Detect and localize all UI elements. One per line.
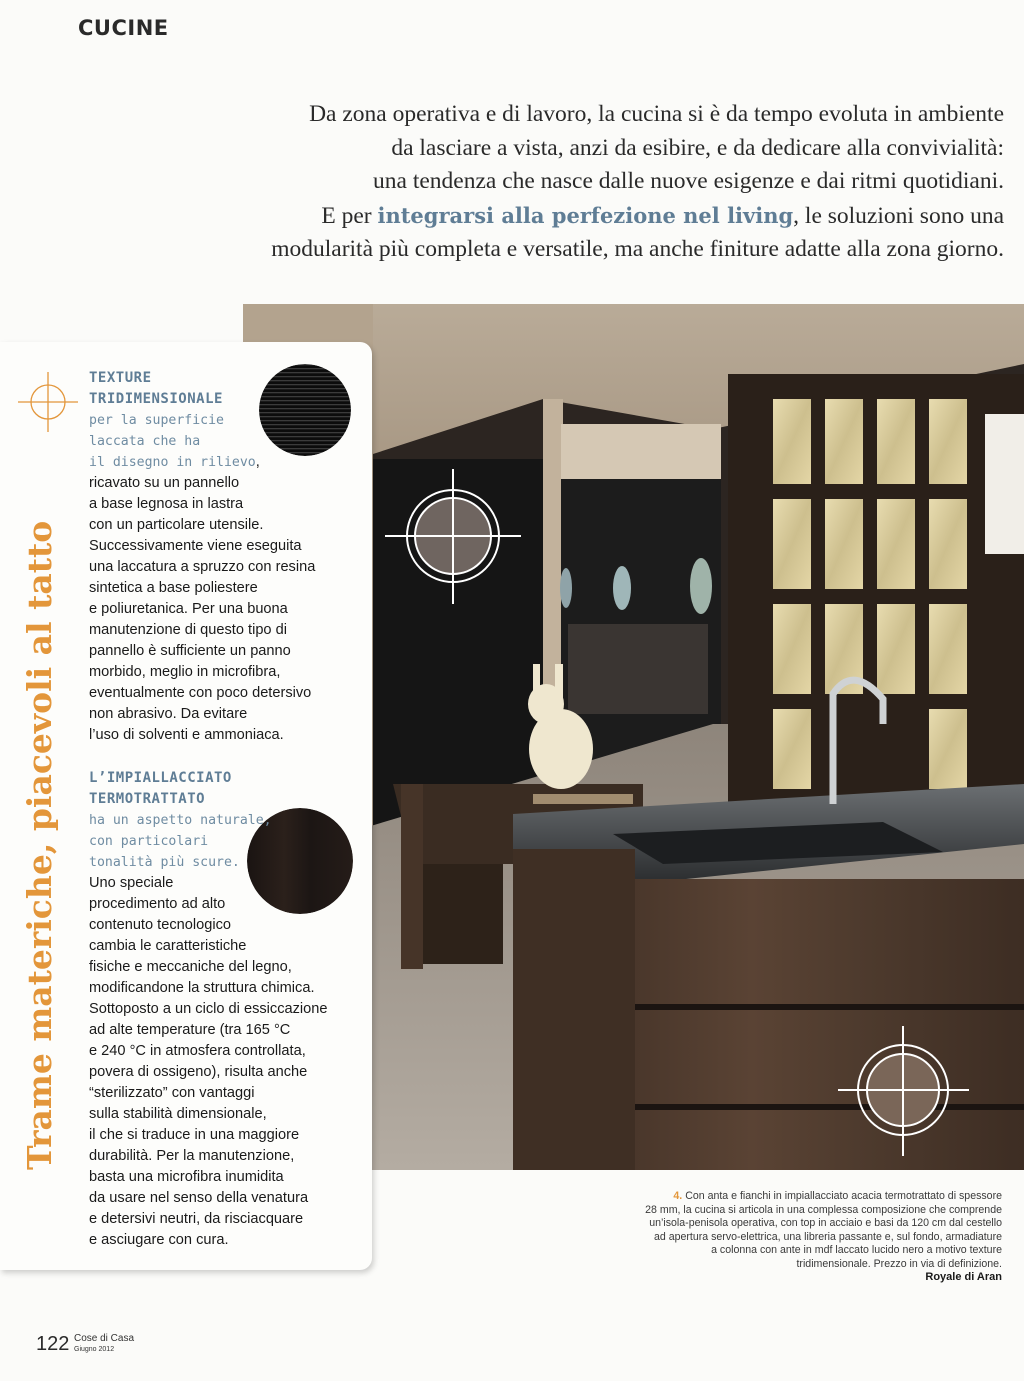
texture-heading: TEXTURE [89,370,152,386]
body-line: pannello è sufficiente un panno [89,643,291,659]
body-line: l’uso di solventi e ammoniaca. [89,727,284,743]
section-label: CUCINE [78,16,169,40]
texture-subheading: il disegno in rilievo [89,455,256,470]
body-line: Uno speciale [89,875,174,891]
caption-line: 28 mm, la cucina si articola in una complessa composizione che comprende [645,1203,1002,1216]
body-line: a base legnosa in lastra [89,496,244,512]
texture-heading: TRIDIMENSIONALE [89,391,223,407]
body-line: e detersivi neutri, da risciacquare [89,1211,304,1227]
veneer-subheading: con particolari [89,834,209,849]
caption-number: 4. [673,1190,683,1202]
body-line: con un particolare utensile. [89,517,264,533]
body-line: morbido, meglio in microfibra, [89,664,281,680]
magazine-name: Cose di Casa Giugno 2012 [74,1333,135,1353]
body-line: sulla stabilità dimensionale, [89,1106,267,1122]
caption-brand: Royale di Aran [925,1271,1002,1283]
intro-line: una tendenza che nasce dalle nuove esigenze e dai ritmi quotidiani. [373,168,1004,194]
body-line: contenuto tecnologico [89,917,231,933]
intro-line: modularità più completa e versatile, ma anche finiture adatte alla zona giorno. [271,236,1004,262]
body-line: Successivamente viene eseguita [89,538,302,554]
sidebar-vertical-title: Trame materiche, piacevoli al tatto [20,520,59,1170]
body-line: ricavato su un pannello [89,475,240,491]
intro-line: da lasciare a vista, anzi da esibire, e da dedicare alla convivialità: [391,134,1004,161]
body-line: cambia le caratteristiche [89,938,247,954]
veneer-heading: TERMOTRATTATO [89,791,206,807]
issue-date: Giugno 2012 [74,1346,115,1353]
body-line: eventualmente con poco detersivo [89,685,312,701]
body-line: durabilità. Per la manutenzione, [89,1148,295,1164]
body-line: e poliuretanica. Per una buona [89,601,288,617]
body-line: e 240 °C in atmosfera controllata, [89,1043,306,1059]
body-line: modificandone la struttura chimica. [89,980,315,996]
body-line: Sottoposto a un ciclo di essiccazione [89,1001,328,1017]
body-line: e asciugare con cura. [89,1232,229,1248]
body-line: fisiche e meccaniche del legno, [89,959,292,975]
caption-line: un’isola-penisola operativa, con top in acciaio e basi da 120 cm dal cestello [649,1217,1002,1229]
intro-paragraph [104,98,1004,267]
caption-line: Con anta e fianchi in impiallacciato acacia termotrattato di spessore [685,1190,1002,1202]
body-line: procedimento ad alto [89,896,226,912]
veneer-heading: L’IMPIALLACCIATO [89,770,232,786]
body-line: manutenzione di questo tipo di [89,622,287,638]
intro-line: E per integrarsi alla perfezione nel living, le soluzioni sono una [321,202,1004,229]
caption-line: ad apertura servo-elettrica, una libreria passante e, sul fondo, armadiature [653,1230,1002,1243]
texture-subheading: laccata che ha [89,434,201,449]
intro-highlight: integrarsi alla perfezione nel living [377,202,794,228]
veneer-section [89,768,359,1251]
body-line: ad alte temperature (tra 165 °C [89,1022,291,1038]
veneer-subheading: ha un aspetto naturale, [89,813,272,828]
page-number: 122 [36,1333,70,1355]
body-line: da usare nel senso della venatura [89,1190,309,1206]
veneer-subheading: tonalità più scure. [89,855,240,870]
texture-subheading: per la superficie [89,413,224,428]
intro-line: Da zona operativa e di lavoro, la cucina si è da tempo evoluta in ambiente [309,101,1004,127]
caption-line: a colonna con ante in mdf laccato lucido nero a motivo texture [711,1244,1002,1256]
body-line: il che si traduce in una maggiore [89,1127,300,1143]
photo-caption [562,1190,1002,1285]
body-line: povera di ossigeno), risulta anche [89,1064,308,1080]
caption-line: tridimensionale. Prezzo in via di definizione. [796,1257,1002,1270]
body-line: basta una microfibra inumidita [89,1169,284,1185]
body-line: non abrasivo. Da evitare [89,706,248,722]
texture-section: TEXTURE TRIDIMENSIONALE per la superficie laccata che ha il disegno in rilievo, ricavato su un pannello a base legnosa in lastra con un particolare utensile. Successivamente viene eseguita una laccatura a spruzzo con resina sintetica a base poliestere e poliuretanica. Per una buona manutenzione di questo tipo di pannello è sufficiente un panno morbido, meglio in microfibra, eventualmente con poco detersivo non abrasivo. Da evitare l’uso di solventi e ammoniaca. [89,368,359,746]
body-line: sintetica a base poliestere [89,580,258,596]
body-line: una laccatura a spruzzo con resina [89,559,316,575]
body-line: “sterilizzato” con vantaggi [89,1085,255,1101]
